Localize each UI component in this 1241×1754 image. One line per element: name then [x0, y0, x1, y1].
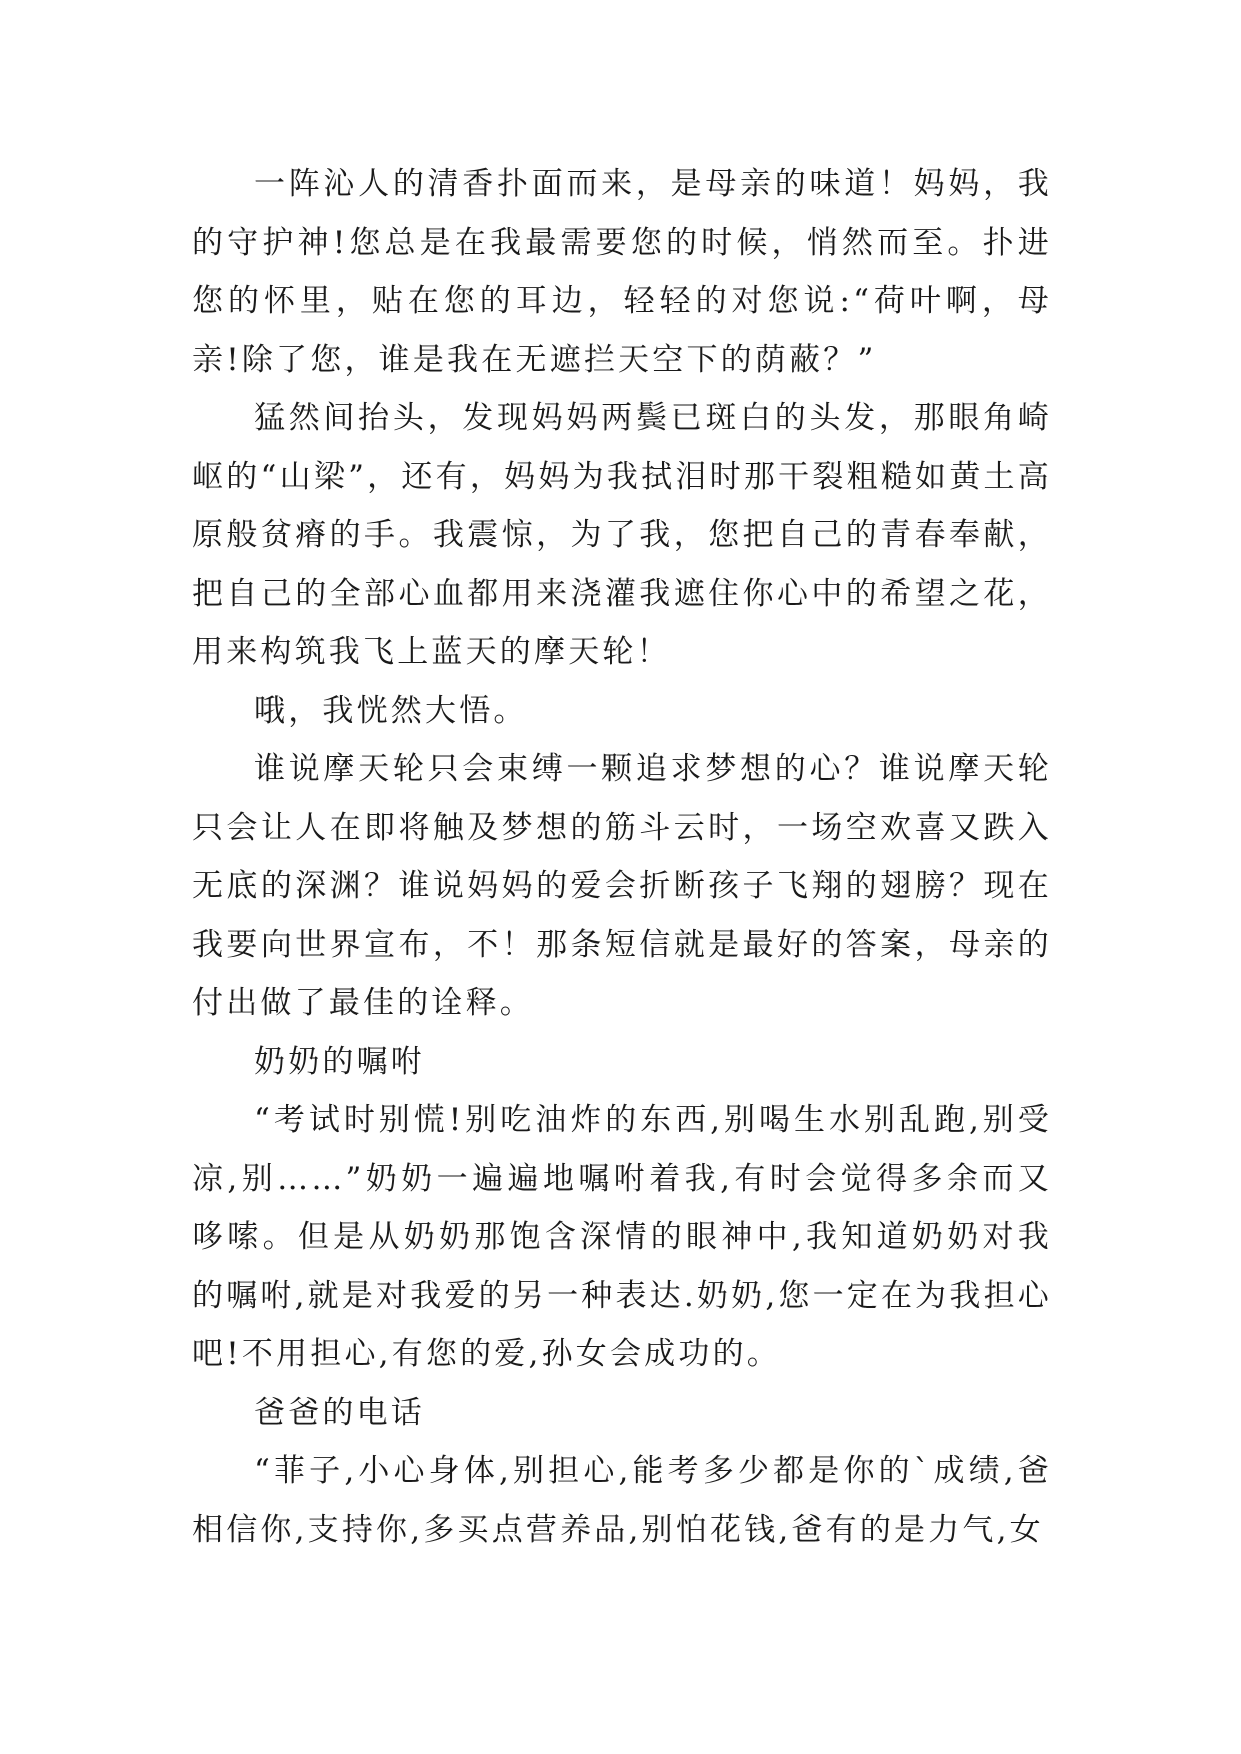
paragraph: 哦，我恍然大悟。 [254, 692, 528, 729]
paragraph: 猛然间抬头，发现妈妈两鬓已斑白的头发，那眼角崎岖的“山梁”，还有，妈妈为我拭泪时那干裂粗糙如黄土高原般贫瘠的手。我震惊，为了我，您把自己的青春奉献，把自己的全部心血都用来浇灌我遮住你心中的希望之花，用来构筑我飞上蓝天的摩天轮！ [192, 400, 1052, 670]
section-heading: 爸爸的电话 [254, 1394, 425, 1431]
document-body [192, 155, 1052, 1559]
section-heading: 奶奶的嘱咐 [254, 1043, 425, 1080]
paragraph: 一阵沁人的清香扑面而来，是母亲的味道！妈妈，我的守护神!您总是在我最需要您的时候，悄然而至。扑进您的怀里，贴在您的耳边，轻轻的对您说:“荷叶啊，母亲!除了您，谁是我在无遮拦天空下的荫蔽？” [192, 166, 1052, 378]
paragraph: “考试时别慌!别吃油炸的东西,别喝生水别乱跑,别受凉,别……”奶奶一遍遍地嘱咐着我,有时会觉得多余而又哆嗦。但是从奶奶那饱含深情的眼神中,我知道奶奶对我的嘱咐,就是对我爱的另一种表达.奶奶,您一定在为我担心吧!不用担心,有您的爱,孙女会成功的。 [192, 1102, 1052, 1372]
paragraph: “菲子,小心身体,别担心,能考多少都是你的`成绩,爸相信你,支持你,多买点营养品,别怕花钱,爸有的是力气,女 [192, 1453, 1052, 1548]
paragraph: 谁说摩天轮只会束缚一颗追求梦想的心？谁说摩天轮只会让人在即将触及梦想的筋斗云时，一场空欢喜又跌入无底的深渊？谁说妈妈的爱会折断孩子飞翔的翅膀？现在我要向世界宣布，不！那条短信就是最好的答案，母亲的付出做了最佳的诠释。 [192, 751, 1052, 1021]
